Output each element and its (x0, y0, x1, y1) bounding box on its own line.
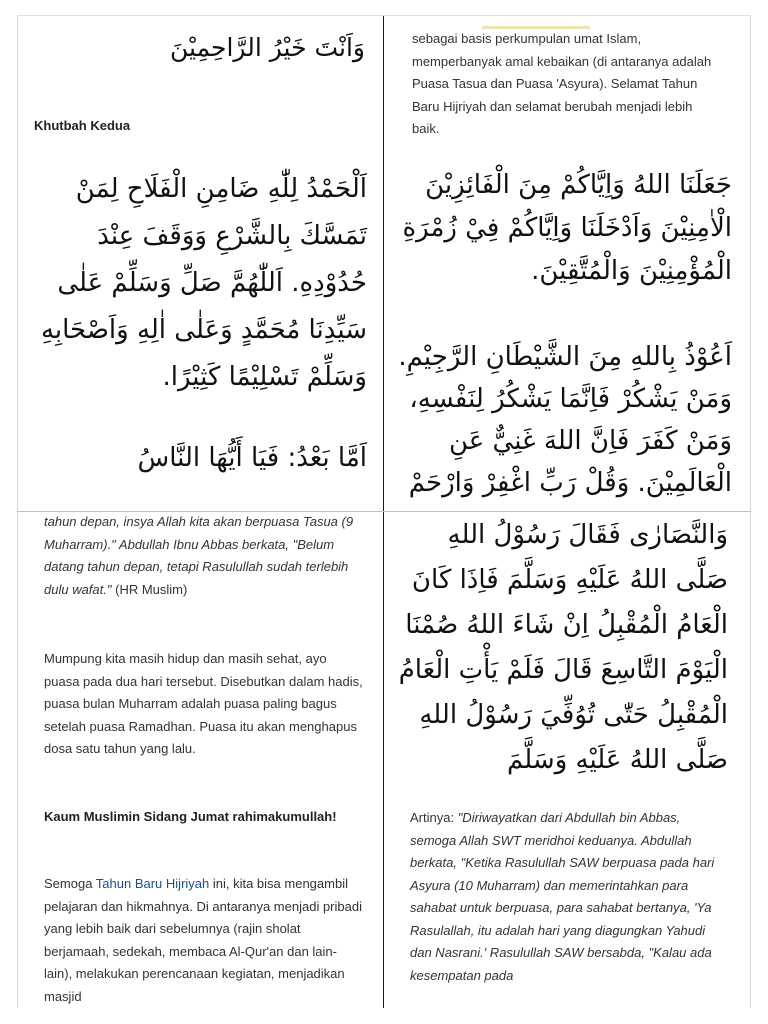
arabic-amma-badu: اَمَّا بَعْدُ: فَيَا أَيُّهَا النَّاسُ (137, 443, 367, 473)
hadith-source: (HR Muslim) (111, 581, 188, 597)
section-heading-address: Kaum Muslimin Sidang Jumat rahimakumullah! (44, 809, 337, 824)
arabic-opening-praise: اَلْحَمْدُ لِلّٰهِ ضَامِنِ الْفَلَاحِ لِمَنْ تَمَسَّكَ بِالشَّرْعِ وَوَقَفَ عِنْدَ حُدُوْدِهِ. اَللّٰهُمَّ صَلِّ وَسَلِّمْ عَلٰى سَيِّدِنَا مُحَمَّدٍ وَعَلٰى اٰلِهِ وَاَصْحَابِهِ وَسَلِّمْ تَسْلِيْمًا كَثِيْرًا. (40, 174, 367, 392)
arabic-prayer: جَعَلَنَا اللهُ وَاِيَّاكُمْ مِنَ الْفَائِزِيْنَ الْاٰمِنِيْنَ وَاَدْخَلَنَا وَاِيَّاكُمْ فِيْ زُمْرَةِ الْمُؤْمِنِيْنَ وَالْمُتَّقِيْنَ. (402, 170, 732, 286)
panel-top-right (385, 16, 750, 513)
link-tahun-baru-hijriyah[interactable]: Tahun Baru Hijriyah (95, 876, 210, 891)
arabic-hadith: وَالنَّصَارٰى فَقَالَ رَسُوْلُ اللهِ صَلَّى اللهُ عَلَيْهِ وَسَلَّمَ فَاِذَا كَانَ الْعَامُ الْمُقْبِلُ اِنْ شَاءَ اللهُ صُمْنَا الْيَوْمَ التَّاسِعَ قَالَ فَلَمْ يَأْتِ الْعَامُ الْمُقْبِلُ حَتّٰى تُوُفِّيَ رَسُوْلُ اللهِ صَلَّى اللهُ عَلَيْهِ وَسَلَّمَ (398, 520, 728, 775)
panel-bottom-left (18, 511, 383, 1008)
paragraph-translation (410, 807, 730, 987)
arabic-closing-line: وَاَنْتَ خَيْرُ الرَّاحِمِيْنَ (170, 33, 365, 62)
paragraph-new-year-start: Semoga (44, 876, 96, 891)
middle-divider (17, 511, 751, 512)
arabic-quran-verse: اَعُوْذُ بِاللهِ مِنَ الشَّيْطَانِ الرَّجِيْمِ. وَمَنْ يَشْكُرْ فَاِنَّمَا يَشْكُرُ لِنَفْسِهِ، وَمَنْ كَفَرَ فَاِنَّ اللهَ غَنِيٌّ عَنِ الْعَالَمِيْنَ. وَقُلْ رَبِّ اغْفِرْ وَارْحَمْ (398, 342, 732, 498)
hadith-quote-text: tahun depan, insya Allah kita akan berpuasa Tasua (9 Muharram)." Abdullah Ibnu Abbas berkata, "Belum datang tahun depan, tetapi Rasulullah sudah terlebih dulu wafat." (44, 514, 354, 597)
translation-label: Artinya: (410, 810, 458, 825)
panel-top-left (18, 16, 383, 511)
center-divider (383, 16, 384, 1008)
translation-text: "Diriwayatkan dari Abdullah bin Abbas, semoga Allah SWT meridhoi keduanya. Abdullah berkata, "Ketika Rasulullah SAW berpuasa pada hari Asyura (10 Muharram) dan memerintahkan para sahabat untuk berpuasa, para sahabat bertanya, 'Ya Rasulallah, itu adalah hari yang diagungkan Yahudi dan Nasrani.' Rasulullah SAW bersabda, "Kalau ada kesempatan pada (410, 810, 715, 983)
paragraph-new-year-rest: ini, kita bisa mengambil pelajaran dan hikmahnya. Di antaranya menjadi pribadi yang lebih baik dari sebelumnya (rajin sholat berjamaah, sedekah, membaca Al-Qur'an dan lain-lain), melakukan perencanaan kegiatan, menjadikan masjid (44, 876, 362, 1004)
right-border (750, 16, 751, 1008)
paragraph-fasting-advice: Mumpung kita masih hidup dan masih sehat, ayo puasa pada dua hari tersebut. Disebutkan dalam hadis, puasa bulan Muharram adalah puasa paling bagus setelah puasa Ramadhan. Puasa itu akan menghapus dosa satu tahun yang lalu. (44, 651, 363, 756)
paragraph-hadith-quote (44, 511, 364, 601)
paragraph-new-year (44, 873, 364, 1008)
section-heading: Khutbah Kedua (34, 118, 131, 133)
panel-bottom-right (385, 513, 750, 1008)
paragraph-closing: sebagai basis perkumpulan umat Islam, memperbanyak amal kebaikan (di antaranya adalah Puasa Tasua dan Puasa 'Asyura). Selamat Tahun Baru Hijriyah dan selamat berubah menjadi lebih baik. (412, 31, 712, 136)
